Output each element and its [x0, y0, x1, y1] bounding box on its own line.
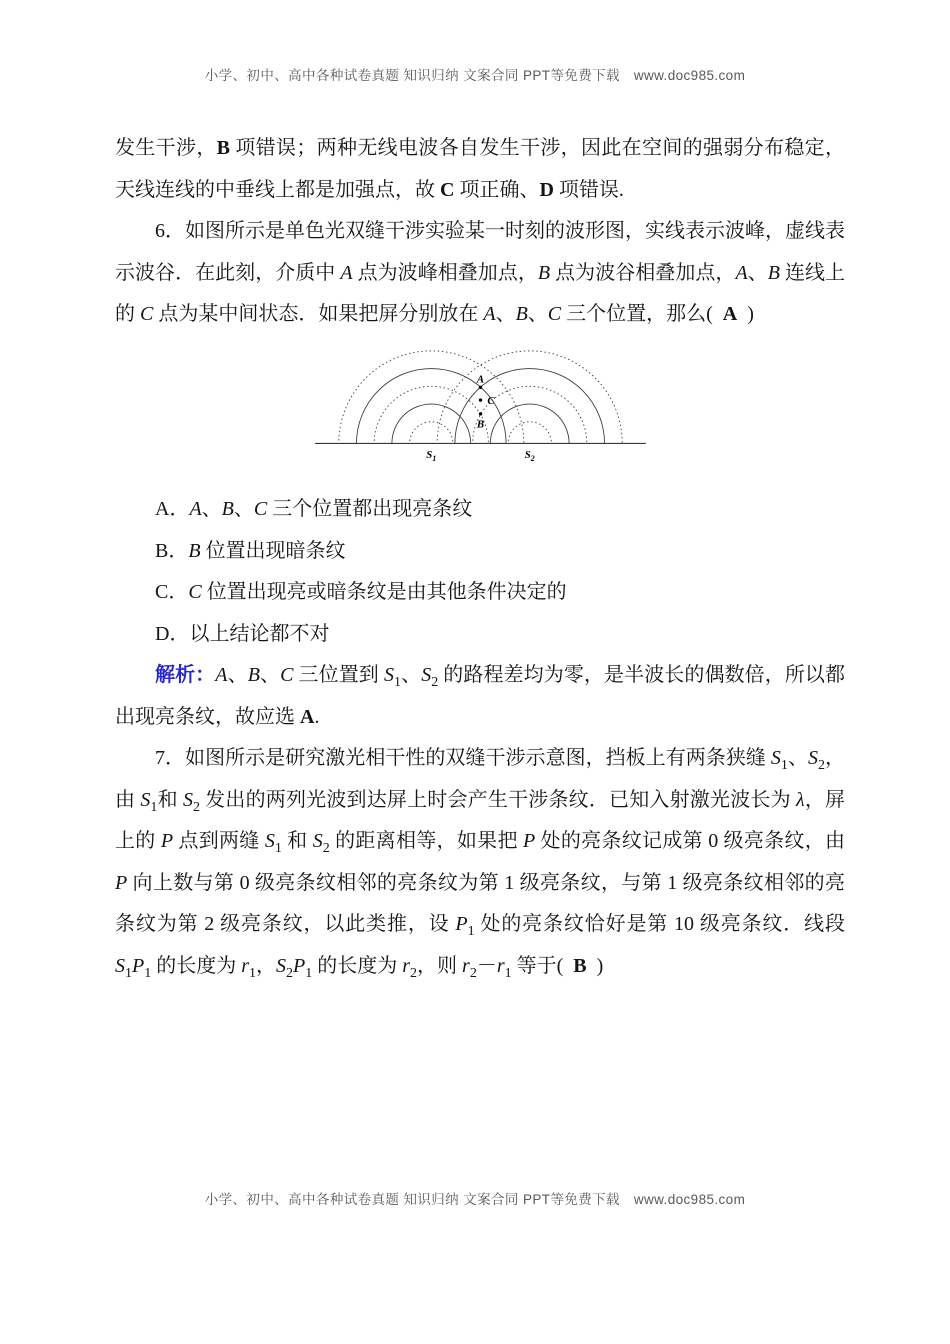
question-6-option-d: D．以上结论都不对 — [155, 622, 330, 645]
svg-text:S1: $S_1$ — [425, 448, 436, 463]
svg-text:S2: $S_2$ — [524, 448, 535, 463]
question-6-stem: 6．如图所示是单色光双缝干涉实验某一时刻的波形图，实线表示波峰，虚线表示波谷．在此刻，介质中 A 点为波峰相叠加点，B 点为波谷相叠加点，A、B 连线上的 C 点为某中间状态．如果把屏分别放在 A、B、C 三个位置，那么( A ) — [115, 220, 846, 325]
question-6-option-b: B．B 位置出现暗条纹 — [155, 539, 346, 562]
svg-text:B: B — [476, 418, 484, 431]
document-content — [115, 128, 845, 987]
wave-interference-svg — [313, 343, 648, 469]
question-6-option-c: C．C 位置出现亮或暗条纹是由其他条件决定的 — [155, 581, 567, 603]
analysis-label: 解析： — [155, 664, 216, 686]
site-header-text: 小学、初中、高中各种试卷真题 知识归纳 文案合同 PPT等免费下载 www.doc985.com — [204, 68, 746, 83]
paragraph-answer-continuation: 发生干涉，B 项错误；两种无线电波各自发生干涉，因此在空间的强弱分布稳定，天线连线的中垂线上都是加强点，故 C 项正确、D 项错误. — [115, 137, 846, 201]
analysis-text: A、B、C 三位置到 $S_1$、$S_2$ 的路程差均为零，是半波长的偶数倍，所以都出现亮条纹，故应选 A. — [115, 664, 846, 728]
svg-text:A: A — [476, 372, 484, 385]
question-7-stem: 7．如图所示是研究激光相干性的双缝干涉示意图，挡板上有两条狭缝 $S_1$、$S_2$，由 $S_1$和 $S_2$ 发出的两列光波到达屏上时会产生干涉条纹．已知入射激光波长为 λ，屏上的 P 点到两缝 $S_1$ 和 $S_2$ 的距离相等，如果把 P 处的亮条纹记成第 0 级亮条纹，由 P 向上数与第 0 级亮条纹相邻的亮条纹为第 1 级亮条纹，与第 1 级亮条纹相邻的亮条纹为第 2 级亮条纹，以此类推，设 $P_1$ 处的亮条纹恰好是第 10 级亮条纹．线段 $S_1P_1$ 的长度为 $r_1$，$S_2P_1$ 的长度为 $r_2$，则 $r_2-r_1$ 等于( B ) — [115, 747, 846, 981]
svg-text:C: C — [486, 394, 495, 407]
wave-interference-diagram — [115, 343, 845, 485]
question-6-option-a: A．A、B、C 三个位置都出现亮条纹 — [155, 498, 473, 520]
question-6-analysis — [115, 655, 845, 738]
site-footer-text: 小学、初中、高中各种试卷真题 知识归纳 文案合同 PPT等免费下载 www.doc985.com — [204, 1192, 746, 1207]
